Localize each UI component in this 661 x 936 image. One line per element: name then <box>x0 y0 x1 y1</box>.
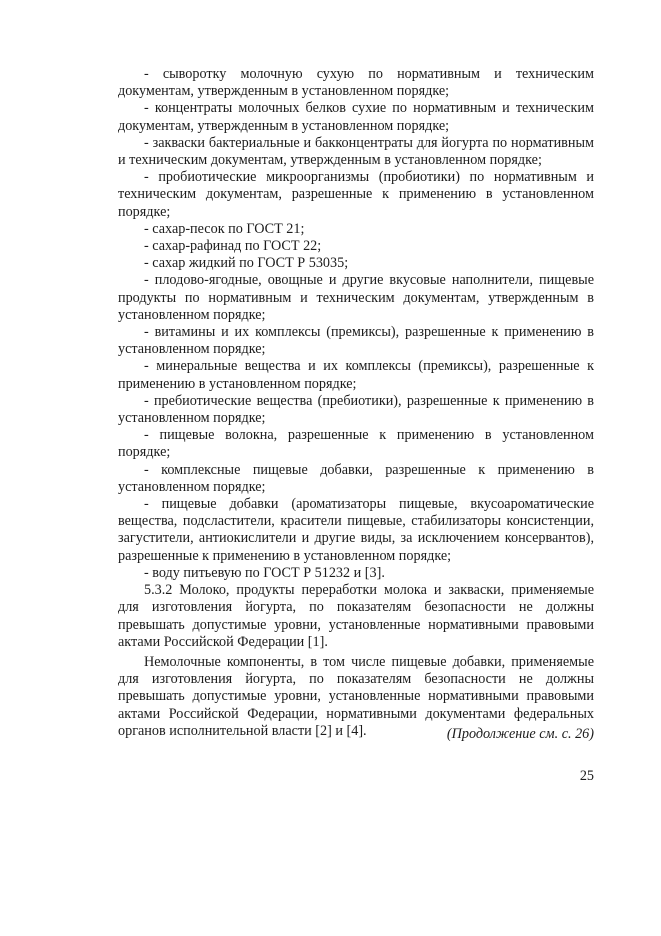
paragraph-nondairy-components: Немолочные компоненты, в том числе пищевые добавки, применяемые для изготовления йогурта, по показателям безопасности не должны превышать допустимые уровни, установленные нормативными правовыми актами Российской Федерации, нормативными документами федеральных органов исполнительной власти [2] и [4]. <box>118 653 594 739</box>
body-text <box>118 66 594 740</box>
list-item: - минеральные вещества и их комплексы (премиксы), разрешенные к применению в установленном порядке; <box>118 358 594 392</box>
list-item: - сахар-песок по ГОСТ 21; <box>144 220 305 237</box>
list-item: - концентраты молочных белков сухие по нормативным и техническим документам, утвержденным в установленном порядке; <box>118 100 594 134</box>
list-item: - сахар жидкий по ГОСТ Р 53035; <box>144 255 349 272</box>
list-item: - пищевые добавки (ароматизаторы пищевые, вкусоароматические вещества, подсластители, красители пищевые, стабилизаторы консистенции, загустители, антиокислители и другие виды, за исключением консервантов), разрешенные к применению в установленном порядке; <box>118 496 594 564</box>
list-item: - воду питьевую по ГОСТ Р 51232 и [3]. <box>144 564 385 581</box>
page-number: 25 <box>579 768 594 784</box>
list-item: - закваски бактериальные и бакконцентраты для йогурта по нормативным и техническим документам, утвержденным в установленном порядке; <box>118 134 594 169</box>
list-item: - плодово-ягодные, овощные и другие вкусовые наполнители, пищевые продукты по нормативным и техническим документам, утвержденным в установленном порядке; <box>118 272 594 323</box>
continuation-note: (Продолжение см. с. 26) <box>446 726 594 742</box>
list-item: - комплексные пищевые добавки, разрешенные к применению в установленном порядке; <box>118 461 594 495</box>
list-item: - пробиотические микроорганизмы (пробиотики) по нормативным и техническим документам, разрешенные к применению в установленном порядке; <box>118 169 594 220</box>
list-item: - сахар-рафинад по ГОСТ 22; <box>144 238 322 255</box>
list-item: - витамины и их комплексы (премиксы), разрешенные к применению в установленном порядке; <box>118 324 594 358</box>
list-item: - пищевые волокна, разрешенные к применению в установленном порядке; <box>118 427 594 461</box>
list-item: - пребиотические вещества (пребиотики), разрешенные к применению в установленном порядке; <box>118 392 594 427</box>
list-item: - сыворотку молочную сухую по нормативным и техническим документам, утвержденным в установленном порядке; <box>118 66 594 100</box>
paragraph-5-3-2: 5.3.2 Молоко, продукты переработки молока и закваски, применяемые для изготовления йогурта, по показателям безопасности не должны превышать допустимые уровни, установленные нормативными правовыми актами Российской Федерации [1]. <box>118 582 594 650</box>
